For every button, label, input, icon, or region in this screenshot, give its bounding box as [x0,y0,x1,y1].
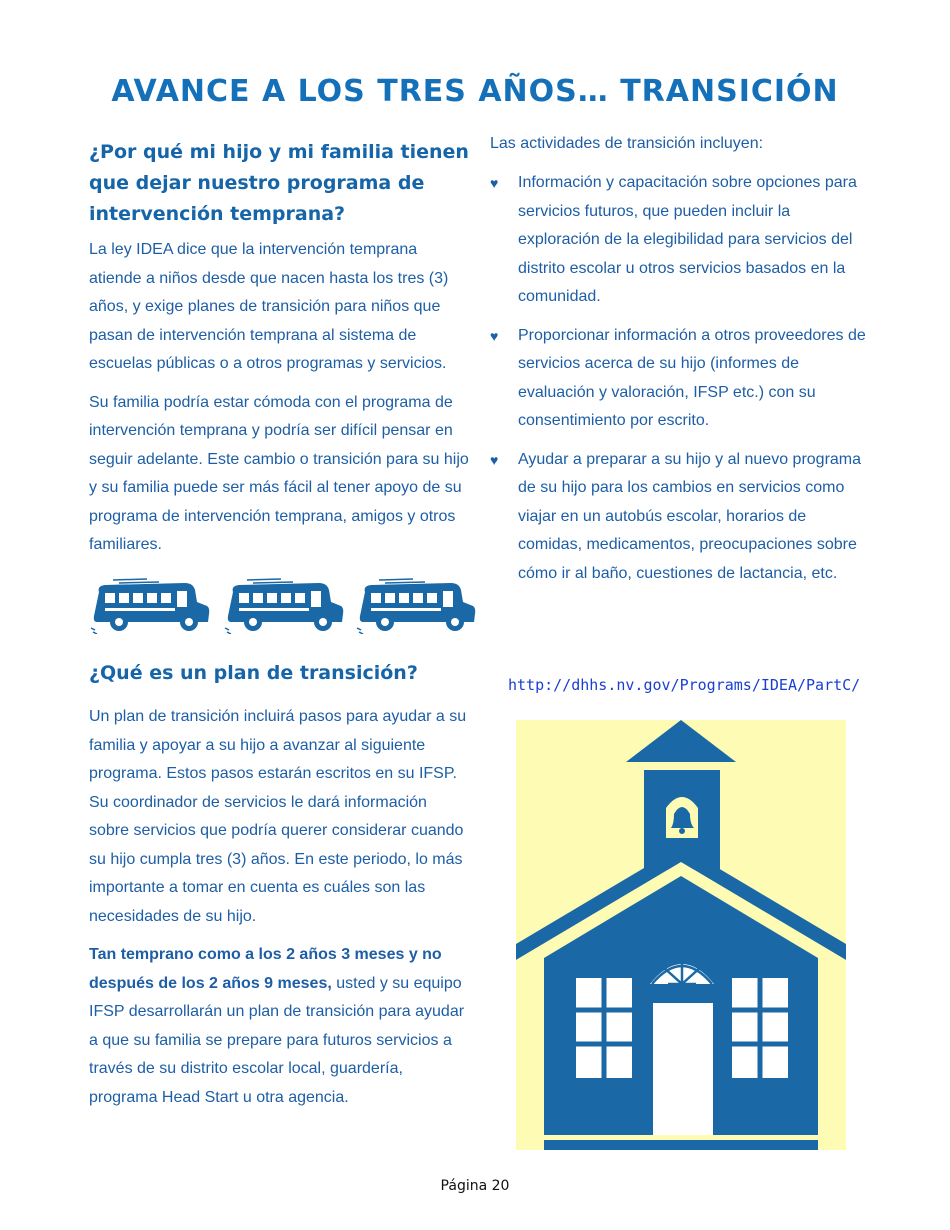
heart-bullet-icon: ♥ [490,451,499,468]
paragraph-plan-steps: Un plan de transición incluirá pasos para ayudar a su familia y apoyar a su hijo a avanzar al siguiente programa. Estos pasos estarán escritos en su IFSP. Su coordinador de servicios le dará información sobre servicios que podría querer considerar cuando su hijo cumpla tres (3) años. En este periodo, lo más importante a tomar en cuenta es cuáles son las necesidades de su hijo. [89,708,467,925]
section-why-transition [89,137,469,570]
section-heading-why: ¿Por qué mi hijo y mi familia tienen que dejar nuestro programa de intervención temprana? [89,141,469,225]
list-item-text: Información y capacitación sobre opciones para servicios futuros, que pueden incluir la exploración de la elegibilidad para servicios del distrito escolar u otros servicios basados en la comunidad. [518,174,857,305]
paragraph-plan-timing [89,941,469,1112]
timing-rest-text: usted y su equipo IFSP desarrollarán un plan de transición para ayudar a que su familia se prepare para futuros servicios a través de su distrito escolar local, guardería, programa Head Start u otra agencia. [89,974,465,1106]
section-heading-plan: ¿Qué es un plan de transición? [89,662,418,684]
list-item [490,169,870,312]
heart-bullet-icon: ♥ [490,175,499,191]
school-bus-row [89,578,479,634]
list-item-text: Proporcionar información a otros proveedores de servicios acerca de su hijo (informes de evaluación y valoración, IFSP etc.) con su consentimiento por escrito. [518,326,866,429]
school-bus-icon [223,578,345,634]
activities-intro: Las actividades de transición incluyen: [490,135,764,152]
list-item [490,322,870,436]
program-link[interactable]: http://dhhs.nv.gov/Programs/IDEA/PartC/ [508,676,861,694]
page-number: Página 20 [440,1178,510,1194]
school-bus-icon [355,578,477,634]
school-bus-icon [89,578,211,634]
section-activities [490,130,870,598]
heart-bullet-icon: ♥ [490,327,499,344]
schoolhouse-illustration [516,720,846,1150]
paragraph-family-comfort: Su familia podría estar cómoda con el programa de intervención temprana y podría ser difícil pensar en seguir adelante. Este cambio o transición para su hijo y su familia puede ser más fácil al tener apoyo de su programa de intervención temprana, amigos y otros familiares. [89,393,469,553]
list-item-text: Ayudar a preparar a su hijo y al nuevo programa de su hijo para los cambios en servicios como viajar en un autobús escolar, horarios de comidas, medicamentos, preocupaciones sobre cómo ir al baño, cuestiones de lactancia, etc. [518,450,862,582]
paragraph-idea-law: La ley IDEA dice que la intervención temprana atiende a niños desde que nacen hasta los tres (3) años, y exige planes de transición para niños que pasan de intervención temprana al sistema de escuelas públicas o a otros programas y servicios. [89,241,449,372]
page-title: AVANCE A LOS TRES AÑOS… TRANSICIÓN [111,74,839,109]
timing-bold-text: Tan temprano como a los 2 años 3 meses y no después de los 2 años 9 meses, [89,946,442,992]
activities-list [490,169,870,588]
section-transition-plan [89,703,469,1122]
list-item [490,446,870,589]
